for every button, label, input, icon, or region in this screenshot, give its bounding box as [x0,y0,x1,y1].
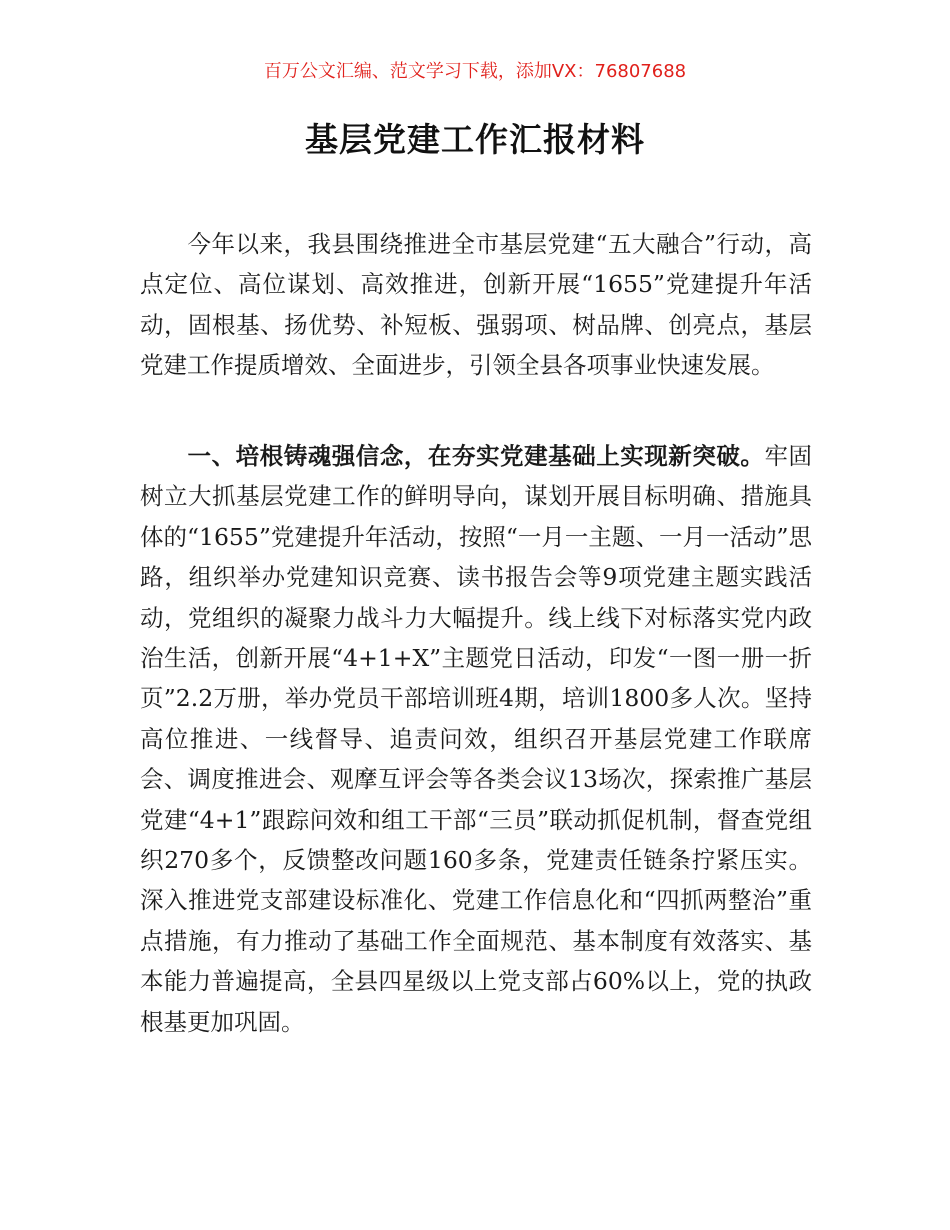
intro-paragraph-text: 今年以来，我县围绕推进全市基层党建“五大融合”行动，高点定位、高位谋划、高效推进，创新开展“1655”党建提升年活动，固根基、扬优势、补短板、强弱项、树品牌、创亮点，基层党建工作提质增效、全面进步，引领全县各项事业快速发展。 [140,230,812,380]
section-one-paragraph [140,436,812,1042]
header-watermark-note: 百万公文汇编、范文学习下载，添加VX：76807688 [263,61,687,82]
document-title: 基层党建工作汇报材料 [305,120,645,159]
section-one-heading: 一、培根铸魂强信念，在夯实党建基础上实现新突破。 [187,442,765,470]
intro-paragraph [140,224,812,386]
section-one-text: 牢固树立大抓基层党建工作的鲜明导向，谋划开展目标明确、措施具体的“1655”党建提升年活动，按照“一月一主题、一月一活动”思路，组织举办党建知识竞赛、读书报告会等9项党建主题实践活动，党组织的凝聚力战斗力大幅提升。线上线下对标落实党内政治生活，创新开展“4+1+X”主题党日活动，印发“一图一册一折页”2.2万册，举办党员干部培训班4期，培训1800多人次。坚持高位推进、一线督导、追责问效，组织召开基层党建工作联席会、调度推进会、观摩互评会等各类会议13场次，探索推广基层党建“4+1”跟踪问效和组工干部“三员”联动抓促机制，督查党组织270多个，反馈整改问题160多条，党建责任链条拧紧压实。深入推进党支部建设标准化、党建工作信息化和“四抓两整治”重点措施，有力推动了基础工作全面规范、基本制度有效落实、基本能力普遍提高，全县四星级以上党支部占60%以上，党的执政根基更加巩固。 [140,442,813,1036]
